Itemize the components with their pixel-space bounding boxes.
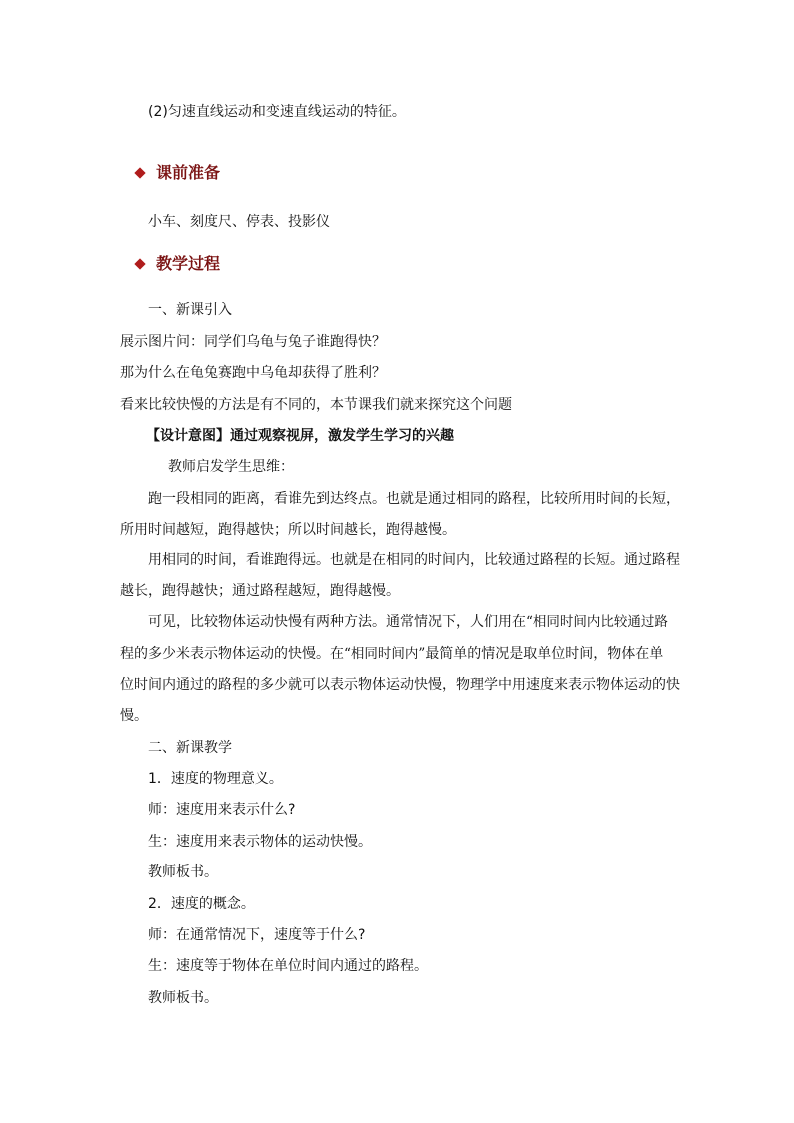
- design-intent: 【设计意图】通过观察视屏，激发学生学习的兴趣: [146, 428, 454, 444]
- paragraph-compare: 看来比较快慢的方法是有不同的，本节课我们就来探究这个问题: [120, 397, 512, 413]
- quoted-text: “相同时间内比较通过路: [526, 614, 668, 630]
- paragraph-time-line2: 越长，跑得越快；通过路程越短，跑得越慢。: [120, 583, 400, 599]
- student-answer-1: 生：速度用来表示物体的运动快慢。: [148, 834, 372, 850]
- diamond-bullet-icon: [134, 167, 145, 178]
- quoted-text: “相同时间内”: [344, 646, 426, 662]
- paragraph-visible-line2: [120, 644, 690, 664]
- section-heading-process: [133, 253, 220, 275]
- text-run: 程的多少米表示物体运动的快慢。在: [120, 646, 344, 662]
- student-answer-2: 生：速度等于物体在单位时间内通过的路程。: [148, 958, 428, 974]
- paragraph-visible-line1: [148, 612, 718, 632]
- paragraph-why: 那为什么在龟兔赛跑中乌龟却获得了胜利？: [120, 365, 386, 381]
- item-physical-meaning: 1．速度的物理意义。: [148, 771, 283, 787]
- diamond-bullet-icon: [134, 258, 145, 269]
- paragraph-time-line1: 用相同的时间，看谁跑得远。也就是在相同的时间内，比较通过路程的长短。通过路程: [148, 552, 680, 568]
- heading-text: 课前准备: [156, 163, 221, 182]
- paragraph-visible-line4: 慢。: [120, 708, 148, 724]
- preparation-items: 小车、刻度尺、停表、投影仪: [148, 214, 330, 230]
- board-note-2: 教师板书。: [148, 990, 218, 1006]
- section-heading-preparation: [133, 162, 220, 184]
- subsection-intro: 一、新课引入: [148, 302, 232, 318]
- heading-text: 教学过程: [156, 254, 221, 273]
- goal-item-2: (2)匀速直线运动和变速直线运动的特征。: [148, 104, 406, 120]
- teacher-question-2: 师：在通常情况下，速度等于什么?: [148, 927, 366, 943]
- text-run: 最简单的情况是取单位时间，物体在单: [425, 646, 664, 662]
- teacher-question-1: 师：速度用来表示什么?: [148, 802, 296, 818]
- item-concept: 2．速度的概念。: [148, 896, 255, 912]
- paragraph-show-picture: 展示图片问：同学们乌龟与兔子谁跑得快？: [120, 334, 386, 350]
- paragraph-run-line2: 所用时间越短，跑得越快；所以时间越长，跑得越慢。: [120, 522, 456, 538]
- subsection-teaching: 二、新课教学: [148, 740, 232, 756]
- text-run: 可见，比较物体运动快慢有两种方法。通常情况下，人们用在: [148, 614, 526, 630]
- paragraph-visible-line3: 位时间内通过的路程的多少就可以表示物体运动快慢，物理学中用速度来表示物体运动的快: [120, 677, 680, 693]
- paragraph-inspire: 教师启发学生思维：: [168, 459, 294, 475]
- paragraph-run-line1: 跑一段相同的距离，看谁先到达终点。也就是通过相同的路程，比较所用时间的长短，: [148, 491, 680, 507]
- board-note-1: 教师板书。: [148, 864, 218, 880]
